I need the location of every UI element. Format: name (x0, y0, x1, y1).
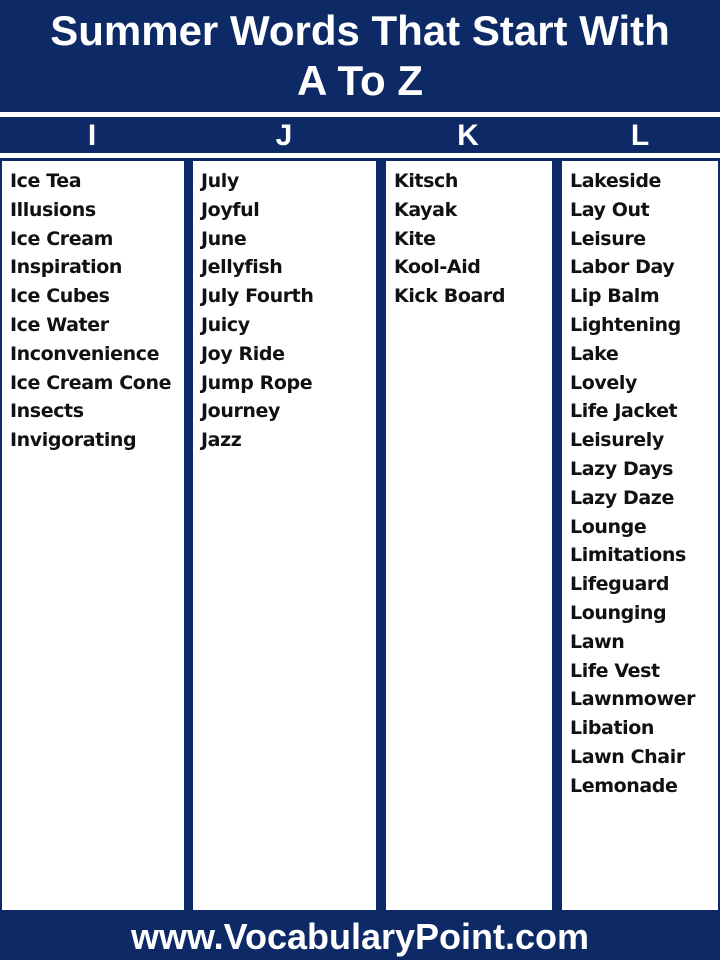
word-item: Lounging (570, 601, 667, 624)
page-title: Summer Words That Start With A To Z (50, 7, 670, 104)
word-item: Ice Cream (10, 227, 114, 250)
word-item: Lay Out (570, 198, 650, 221)
word-item: Lounge (570, 515, 647, 538)
word-item: Libation (570, 717, 655, 740)
word-item: Lazy Days (570, 457, 674, 480)
word-item: June (201, 227, 247, 250)
word-item: Jazz (201, 429, 242, 452)
word-item: Kayak (394, 198, 457, 221)
word-item: Lawn Chair (570, 745, 685, 768)
column-header-j: J (192, 119, 376, 153)
word-item: Lovely (570, 371, 637, 394)
word-list-j (201, 167, 376, 455)
word-item: Lip Balm (570, 285, 660, 308)
word-item: Ice Cubes (10, 285, 110, 308)
word-item: Kick Board (394, 285, 506, 308)
column-header-l: L (560, 119, 720, 153)
word-item: Lazy Daze (570, 486, 674, 509)
word-item: Joy Ride (201, 342, 285, 365)
word-item: Journey (201, 400, 281, 423)
word-item: Lakeside (570, 170, 662, 192)
divider-bottom (0, 153, 720, 158)
word-column-j (193, 161, 376, 910)
word-item: Inspiration (10, 256, 122, 279)
word-item: Kite (394, 227, 436, 250)
column-header-k: K (384, 119, 552, 153)
word-item: Leisurely (570, 429, 664, 452)
word-item: Lawn (570, 630, 625, 653)
divider-top (0, 112, 720, 117)
word-column-k (386, 161, 552, 910)
word-item: Kool-Aid (394, 256, 481, 279)
word-item: Ice Tea (10, 170, 82, 192)
word-item: Lawnmower (570, 688, 696, 711)
word-item: Lemonade (570, 774, 678, 797)
word-column-i (2, 161, 184, 910)
word-item: Inconvenience (10, 342, 160, 365)
word-list-k (394, 167, 552, 311)
word-item: Juicy (201, 313, 250, 336)
word-item: Lifeguard (570, 573, 670, 596)
word-item: Lightening (570, 313, 681, 336)
word-item: Limitations (570, 544, 686, 567)
word-item: Labor Day (570, 256, 675, 279)
word-item: Life Jacket (570, 400, 678, 423)
word-item: Lake (570, 342, 619, 365)
footer-url: www.VocabularyPoint.com (0, 914, 720, 960)
word-item: Ice Cream Cone (10, 371, 172, 394)
word-item: Kitsch (394, 170, 459, 192)
word-item: Ice Water (10, 313, 109, 336)
word-item: Invigorating (10, 429, 137, 452)
word-item: Leisure (570, 227, 646, 250)
word-item: Joyful (201, 198, 260, 221)
title-banner (0, 0, 720, 112)
word-item: Jellyfish (201, 256, 283, 279)
word-list-l (570, 167, 718, 801)
word-item: July Fourth (201, 285, 314, 308)
word-list-i (10, 167, 184, 455)
word-item: Illusions (10, 198, 96, 221)
word-item: Insects (10, 400, 84, 423)
word-column-l (562, 161, 718, 910)
word-item: Life Vest (570, 659, 660, 682)
word-item: July (201, 170, 239, 192)
word-item: Jump Rope (201, 371, 313, 394)
column-header-i: I (0, 119, 184, 153)
